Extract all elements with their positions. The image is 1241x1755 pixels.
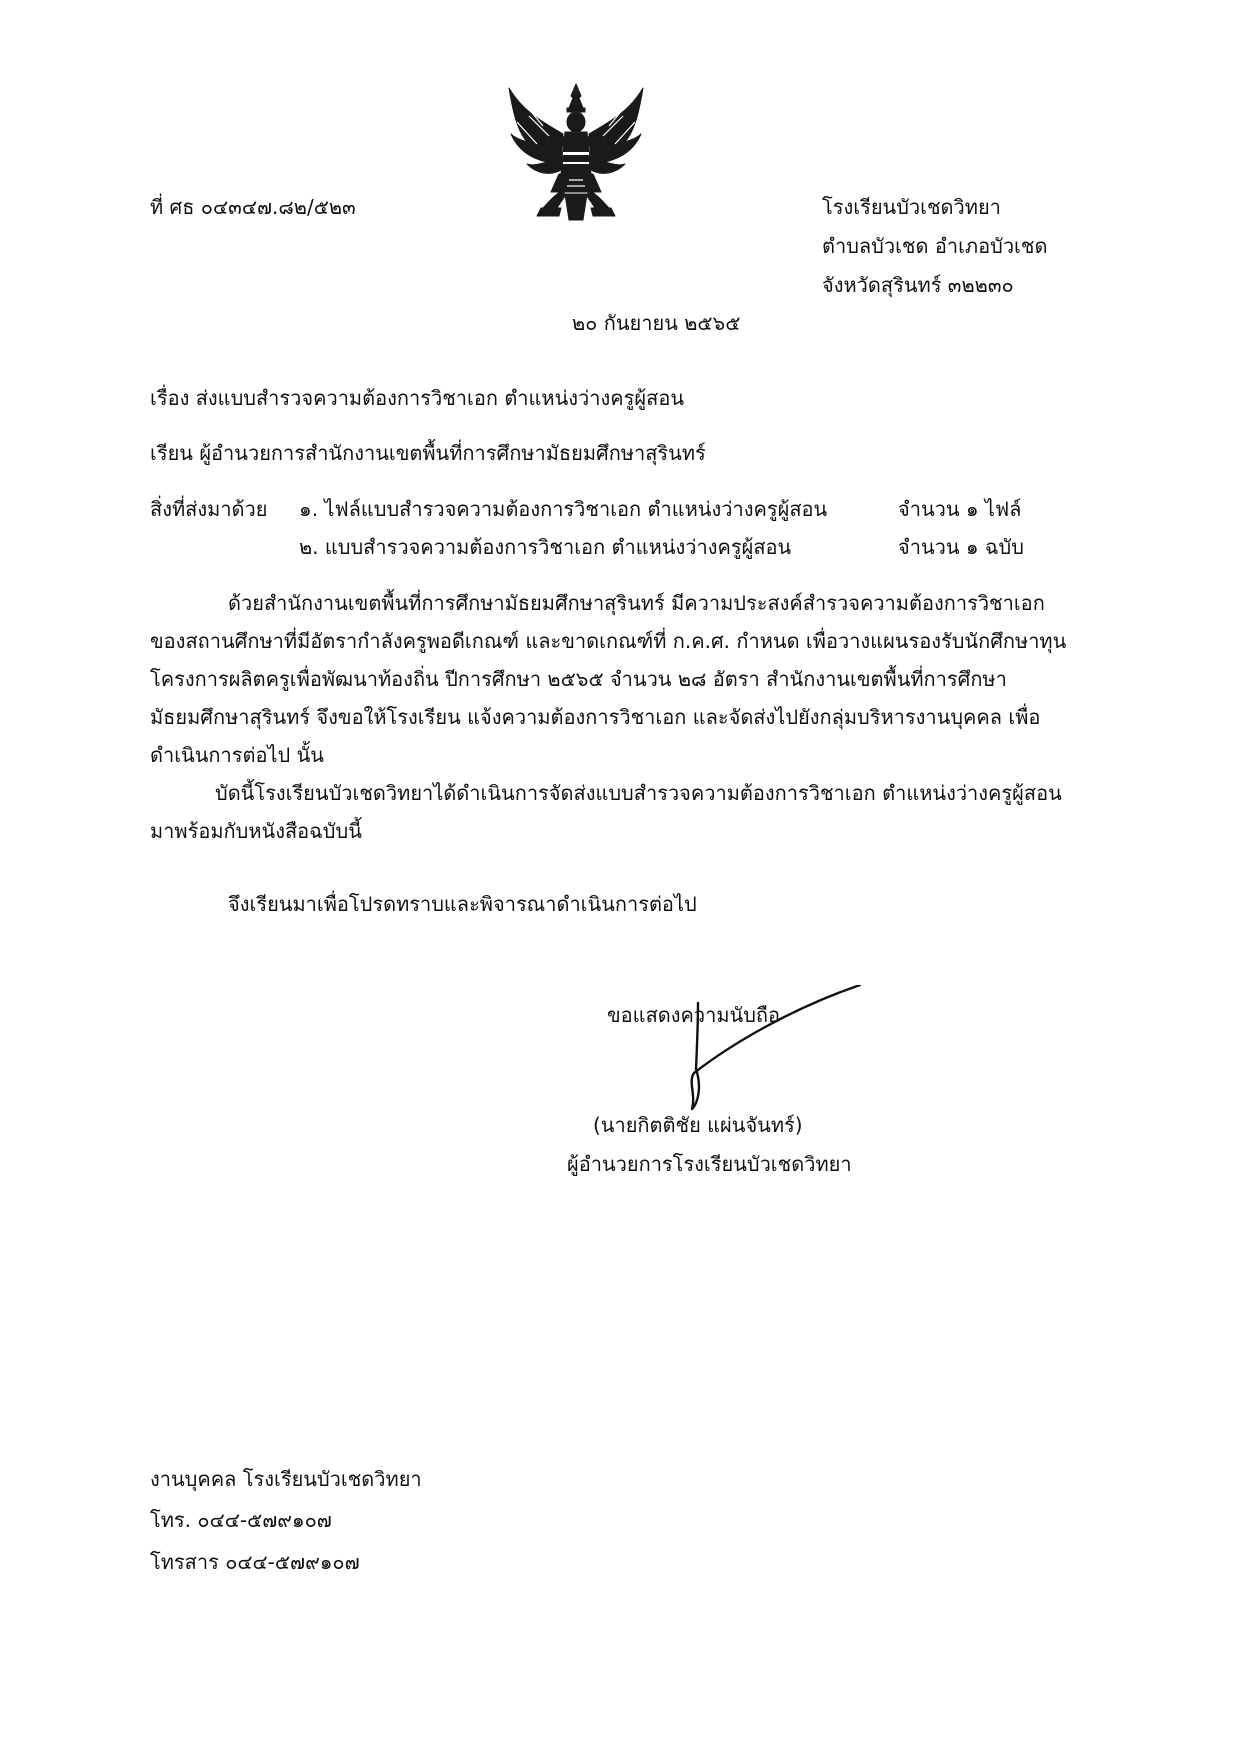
garuda-emblem-icon (503, 82, 649, 222)
footer-fax: โทรสาร ๐๔๔-๕๗๙๑๐๗ (150, 1550, 360, 1574)
reference-number: ที่ ศธ ๐๔๓๔๗.๘๒/๕๒๓ (150, 195, 356, 219)
footer-department: งานบุคคล โรงเรียนบัวเชดวิทยา (150, 1467, 422, 1491)
body-line: ของสถานศึกษาที่มีอัตรากำลังครูพอดีเกณฑ์ และขาดเกณฑ์ที่ ก.ค.ศ. กำหนด เพื่อวางแผนรองรับนักศึกษาทุน (150, 629, 1067, 653)
footer-phone: โทร. ๐๔๔-๕๗๙๑๐๗ (150, 1508, 332, 1532)
sender-district: ตำบลบัวเชด อำเภอบัวเชด (822, 234, 1048, 258)
body-line: มาพร้อมกับหนังสือฉบับนี้ (150, 819, 362, 843)
enclosure-item-1: ๑. ไฟล์แบบสำรวจความต้องการวิชาเอก ตำแหน่งว่างครูผู้สอน (299, 497, 828, 521)
subject-line: เรื่อง ส่งแบบสำรวจความต้องการวิชาเอก ตำแหน่งว่างครูผู้สอน (150, 386, 685, 410)
sender-province: จังหวัดสุรินทร์ ๓๒๒๓๐ (822, 273, 1014, 297)
body-line: บัดนี้โรงเรียนบัวเชดวิทยาได้ดำเนินการจัดส่งแบบสำรวจความต้องการวิชาเอก ตำแหน่งว่างครูผู้สอน (215, 781, 1062, 805)
enclosure-qty-2: จำนวน ๑ ฉบับ (898, 535, 1024, 559)
enclosure-item-2: ๒. แบบสำรวจความต้องการวิชาเอก ตำแหน่งว่างครูผู้สอน (299, 535, 792, 559)
signatory-position: ผู้อำนวยการโรงเรียนบัวเชดวิทยา (567, 1152, 852, 1176)
sender-school: โรงเรียนบัวเชดวิทยา (822, 195, 1001, 219)
salutation: ขอแสดงความนับถือ (607, 1003, 781, 1027)
body-line: ดำเนินการต่อไป นั้น (150, 743, 324, 767)
enclosures-label: สิ่งที่ส่งมาด้วย (150, 497, 268, 521)
body-line: ด้วยสำนักงานเขตพื้นที่การศึกษามัธยมศึกษาสุรินทร์ มีความประสงค์สำรวจความต้องการวิชาเอก (228, 591, 1045, 615)
recipient-line: เรียน ผู้อำนวยการสำนักงานเขตพื้นที่การศึกษามัธยมศึกษาสุรินทร์ (150, 441, 706, 465)
enclosure-qty-1: จำนวน ๑ ไฟล์ (898, 497, 1022, 521)
letter-date: ๒๐ กันยายน ๒๕๖๕ (572, 311, 741, 335)
closing-request: จึงเรียนมาเพื่อโปรดทราบและพิจารณาดำเนินการต่อไป (228, 892, 697, 916)
signature-mark-icon (680, 985, 865, 1125)
body-line: มัธยมศึกษาสุรินทร์ จึงขอให้โรงเรียน แจ้งความต้องการวิชาเอก และจัดส่งไปยังกลุ่มบริหารงานบุคคล เพื่อ (150, 705, 1041, 729)
signatory-name: (นายกิตติชัย แผ่นจันทร์) (593, 1113, 803, 1137)
body-line: โครงการผลิตครูเพื่อพัฒนาท้องถิ่น ปีการศึกษา ๒๕๖๕ จำนวน ๒๘ อัตรา สำนักงานเขตพื้นที่การศึกษา (150, 667, 1007, 691)
